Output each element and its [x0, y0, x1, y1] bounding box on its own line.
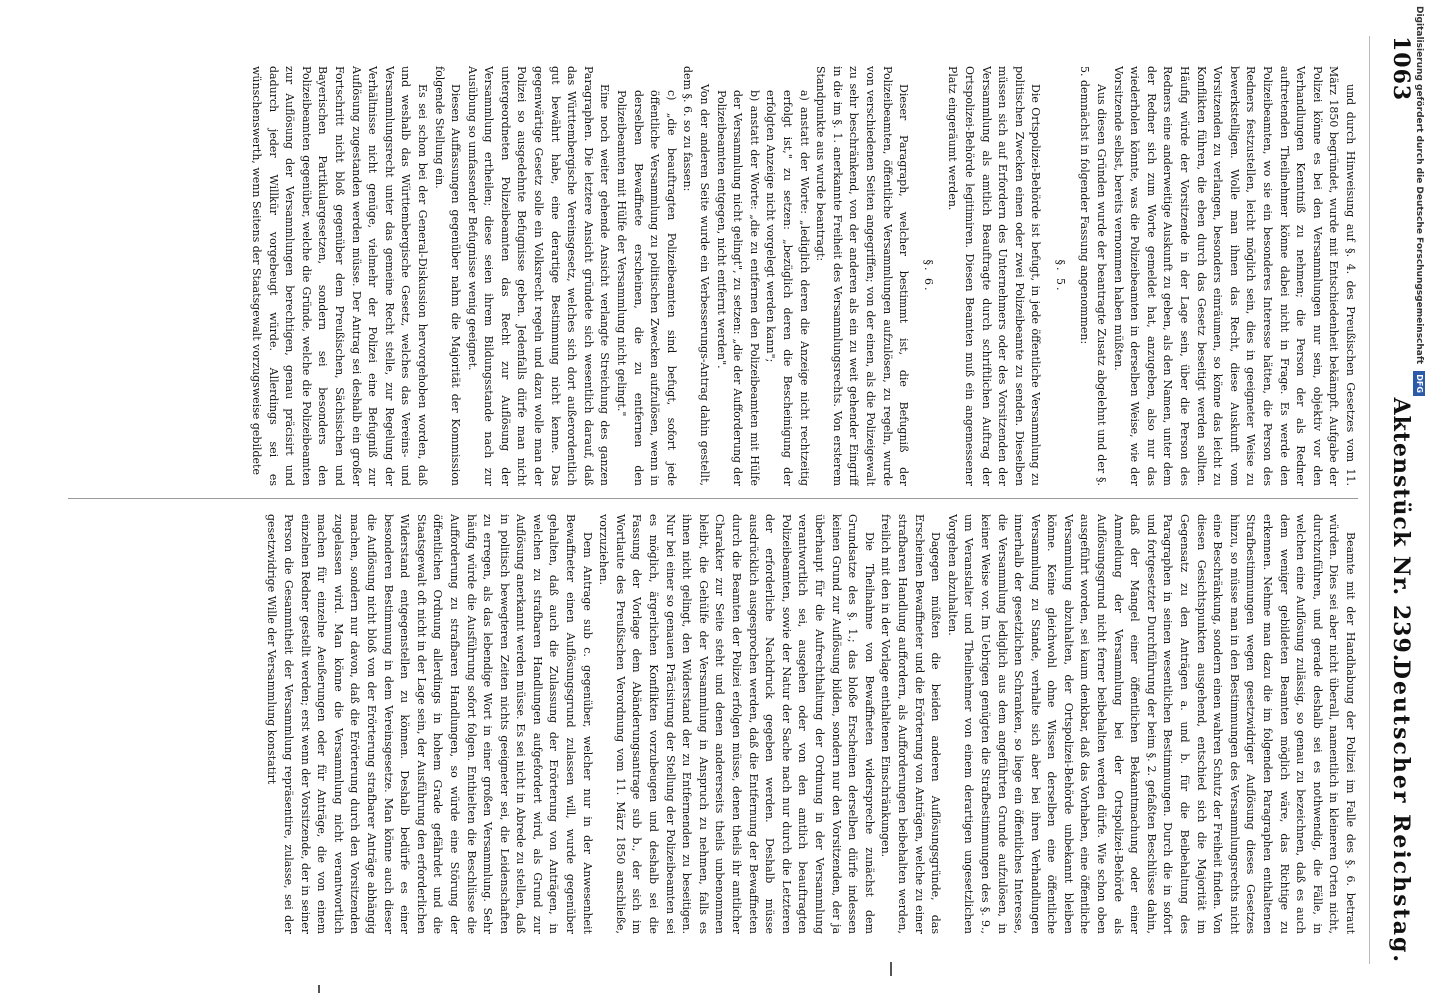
section-heading: §. 6. — [921, 259, 935, 293]
paragraph: und durch Hinweisung auf §. 4. des Preußischen Gesetzes vom 11. März 1850 begründet, wurde mit Entschiedenheit bekämpft. Aufgabe der Polizei könne es bei den Versammlungen nur sein, objektiv vor den Verhandlungen Kenntniß zu nehmen; die Person der als Redner auftretenden Theilnehmer könne dabei nicht in Frage. Es werde den Polizeibeamten, wo sie ein besonderes Interesse hätten, die Person des Redners festzustellen, leicht möglich sein, dies in geeigneter Weise zu bewerkstelligen. Wolle man ihnen das Recht, diese Auskunft vom Vorsitzenden zu verlangen, besonders einräumen, so könne das leicht zu Konflikten führen, die eben durch das Gesetz beseitigt werden sollten. Häufig würde der Vorsitzende in der Lage sein, über die Person des Redners eine anderweitige Auskunft zu geben, als den Namen, unter dem der Redner sich zum Worte gemeldet hat, anzugeben, also nur das wiederholen könnte, was die Polizeibeamten in derselben Weise, wie der Vorsitzende selbst, bereits vernommen haben müßten. — [1111, 66, 1357, 486]
paragraph: Dagegen müßten die beiden anderen Auflösungsgründe, das Erscheinen Bewaffneter und die Erörterung von Anträgen, welche zu einer strafbaren Handlung auffordern, als Aufforderungen beibehalten werden, freilich mit den in der Vorlage enthaltenen Einschränkungen. — [879, 514, 943, 934]
paragraph: Die Theilnahme von Bewaffneten widerspreche zunächst dem Grundsatze des §. 1.; das bloße Erscheinen derselben dürfe indessen keinen Grund zur Auflösung bilden, sondern nur den Vorsitzenden, der ja überhaupt für die Aufrechthaltung der Ordnung in der Versammlung verantwortlich sei, ausgehen oder von den amtlich beauftragten Polizeibeamten, sowie der Natur der Sache nach nur durch die Letzteren der erforderliche Nachdruck gegeben werden. Deshalb müsse ausdrücklich ausgesprochen werden, daß die Entfernung der Bewaffneten durch die Beamten der Polizei erfolgen müsse, denen theils ihr amtlicher Charakter zur Seite steht und denen andererseits theils unbenommen bleibt, die Gehülfe der Versammlung in Anspruch zu nehmen, falls es ihnen nicht gelingt, den Widerstand der zu Entfernenden zu beseitigen. Nur bei einer so genauen Präcisirung der Stellung der Polizeibeamten sei es möglich, ärgerlichen Konflikten vorzubeugen und deshalb sei die Fassung der Vorlage dem Abänderungsantrage sub b., der sich im Wortlaute des Preußischen Verordnung vom 11. März 1850 anschließe, vorzuziehen. — [597, 514, 876, 934]
column-divider — [68, 498, 1358, 499]
paragraph: Die Ortspolizei-Behörde ist befugt, in jede öffentliche Versammlung zu politischen Zwecken einen oder zwei Polizeibeamte zu senden. Dieselben müssen sich auf Erfordern des Unternehmers oder des Vorsitzenden der Versammlung als amtlich Beauftragte durch schriftlichen Auftrag der Ortspolizei-Behörde legitimiren. Diesen Beamten muß ein angemessener Platz eingeräumt werden. — [946, 66, 1043, 486]
document-title: Aktenstück Nr. 239. — [1388, 397, 1414, 663]
digitization-note — [1412, 6, 1430, 996]
paragraph: Eine noch weiter gehende Ansicht verlangte Streichung des ganzen Paragraphen. Die letztere Ansicht gründete sich wesentlich darauf, daß das Württembergische Vereinsgesetz, welches sich dort außerordentlich gut bewährt habe, eine derartige Bestimmung nicht kenne. Das gegenwärtige Gesetz solle ein Volksrecht regeln und dazu wolle man der Polizei so ausgedehnte Befugnisse geben. Jedenfalls dürfe man nicht untergeordneten Polizeibeamten das Recht zur Auflösung der Versammlung ertheilen; diese seien ihrem Bildungsstande nach zur Ausübung so umfassender Befugnisse wenig geeignet. — [465, 66, 612, 486]
page-number: 1063 — [1388, 36, 1414, 102]
paragraph: Aus diesen Gründen wurde der beantragte Zusatz abgelehnt und der §. 5. demnächst in folgender Fassung angenommen: — [1078, 66, 1109, 486]
left-text-column — [68, 66, 1358, 486]
paragraph: Es sei schon bei der General-Diskussion hervorgehoben worden, daß und weshalb das Württembergische Gesetz, welches das Vereins- und Versammlungsrecht unter das gemeine Recht stelle, zur Regelung der Verhältnisse nicht genüge, vielmehr der Polizei eine Befugniß zur Auflösung zugestanden werden müsse. Der Antrag sei deshalb ein großer Fortschritt nicht bloß gegenüber dem Preußischen, Sächsischen und Bayerischen Partikulargesetzen, sondern sei besonders den Polizeibeamten gegenüber, welche die Gründe, welche die Polizeibeamten zur Auflösung der Versammlungen berechtigen, genau präcisirt und dadurch jeder Willkür vorgebeugt würde. Allerdings sei es wünschenswerth, wenn Seitens der Staatsgewalt vorzugsweise gebildete — [250, 66, 429, 486]
section-heading: §. 5. — [1053, 259, 1067, 293]
paragraph: Diesen Auffassungen gegenüber nahm die Majorität der Kommission folgende Stellung ein. — [432, 66, 463, 486]
publication-title: Deutscher Reichstag. — [1388, 659, 1414, 964]
header-rule — [1369, 36, 1370, 964]
scan-mark — [318, 985, 320, 993]
dfg-logo: DFG — [1414, 371, 1426, 396]
list-item: c) „die beauftragten Polizeibeamten sind befugt, sofort jede öffentliche Versammlung zu politischen Zwecken aufzulösen, wenn in derselben Bewaffnete erscheinen, die zu entfernen den Polizeibeamten mit Hülfe der Versammlung nicht gelingt." — [615, 90, 678, 486]
list-item: a) anstatt der Worte: „lediglich deren die Anzeige nicht rechtzeitig erfolgt ist," zu setzen: „bezüglich deren die Bescheinigung der erfolgten Anzeige nicht vorgelegt werden kann"; — [764, 90, 811, 486]
list-item: b) anstatt der Worte: „die zu entfernen den Polizeibeamten mit Hülfe der Versammlung nicht gelingt", zu setzen: „die der Aufforderung der Polizeibeamten entgegen, nicht entfernt werden". — [714, 90, 761, 486]
paragraph: Beamte mit der Handhabung der Polizei im Falle des §. 6. betraut würden. Dies sei aber nicht überall, namentlich in kleineren Orten nicht, durchzuführen, und gerade deshalb sei es nothwendig, die Fälle, in welchen eine Auflösung zulässig, so genau zu bezeichnen, daß es auch dem weniger gebildeten Beamten möglich wäre, das Richtige zu erkennen. Nehme man dazu die im folgenden Paragraphen enthaltenen Strafbestimmungen wegen gesetzwidriger Auflösung dieses Gesetzes hinzu, so müsse man in den Bestimmungen des Versammlungsrechts nicht eine Beschränkung, sondern einen wahren Schutz der Freiheit finden. Von diesen Gesichtspunkten ausgehend, entschied sich die Majorität im Gegensatz zu den Anträgen a. und b. für die Beibehaltung des Paragraphen in seinen wesentlichen Bestimmungen. Durch die in sofort und fortgesetzter Durchführung der beim §. 2. gefaßten Beschlüsse dahin, daß der Mangel einer öffentlichen Bekanntmachung oder einer Anmeldung der Versammlung bei der Ortspolizei-Behörde als Auflösungsgrund nicht ferner beibehalten werden dürfe. Wie schon oben ausgeführt worden, sei kaum denkbar, daß das Vorhaben, eine öffentliche Versammlung abzuhalten, der Ortspolizei-Behörde unbekannt bleiben könne. Keine gleichwohl ohne Wissen derselben eine öffentliche Versammlung zu Stande, verhalte sich aber bei ihren Verhandlungen innerhalb der gesetzlichen Schranken, so liege ein öffentliches Interesse, die Versammlung lediglich aus dem angeführten Grunde aufzulösen, in keiner Weise vor. Im Uebrigen genügten die Strafbestimmungen des §. 9., um Veranstalter und Theilnehmer von einem derartigen ungesetzlichen Vorgehen abzuhalten. — [945, 514, 1357, 934]
paragraph: Dem Antrage sub c. gegenüber, welcher nur in der Anwesenheit Bewaffneter einen Auflösungsgrund zulassen will, wurde gegenüber gehalten, daß auch die Zulassung der Erörterung von Anträgen, in welchen zu strafbaren Handlungen aufgefordert wird, als Grund zur Auflösung anerkannt werden müsse. Es sei nicht in Abrede zu stellen, daß in politisch bewegteren Zeiten nichts geeigneter sei, die Leidenschaften zu erregen, als das lebendige Wort in einer großen Versammlung. Sehr häufig würde die Ausführung sofort folgen. Enthielten die Beschlüsse die Aufforderung zu strafbaren Handlungen, so würde eine Störung der öffentlichen Ordnung allerdings in hohem Grade gefährdet und die Staatsgewalt oft nicht in der Lage sein, der Ausführung den erforderlichen Widerstand entgegenstellen zu können. Deshalb bedürfe es einer besonderen Bestimmung in dem Vereinsgesetze. Man könne auch dieser die Auflösung nicht bloß von der Erörterung strafbarer Anträge abhängig machen, sondern nur davon, daß die Erörterung durch den Vorsitzenden zugelassen wird. Man könne die Versammlung nicht verantwortlich machen für einzelne Aeußerungen oder für Anträge, die von einem einzelnen Redner gestellt werden; erst wenn der Vorsitzende, der in seiner Person die Gesammtheit der Versammlung repräsentire, zulasse, sei der gesetzwidrige Wille der Versammlung konstatirt — [265, 514, 594, 934]
scan-mark — [890, 962, 892, 976]
right-text-column — [68, 514, 1358, 934]
digitization-note-text: Digitalisierung gefördert durch die Deutsche Forschungsgemeinschaft — [1414, 6, 1424, 365]
paragraph: Von der anderen Seite wurde ein Verbesserungs-Antrag dahin gestellt, dem §. 6. so zu fassen: — [681, 66, 712, 486]
paragraph: Dieser Paragraph, welcher bestimmt ist, die Befugniß der Polizeibeamten, öffentliche Versammlungen aufzulösen, zu regeln, wurde von verschiedenen Seiten angegriffen; von der einen, als die Polizeigewalt zu sehr beschränkend, von der anderen als ein zu weit gehender Eingriff in die im §. 1. anerkannte Freiheit des Versammlungsrechts. Von ersterem Standpunkte aus wurde beantragt: — [814, 66, 911, 486]
